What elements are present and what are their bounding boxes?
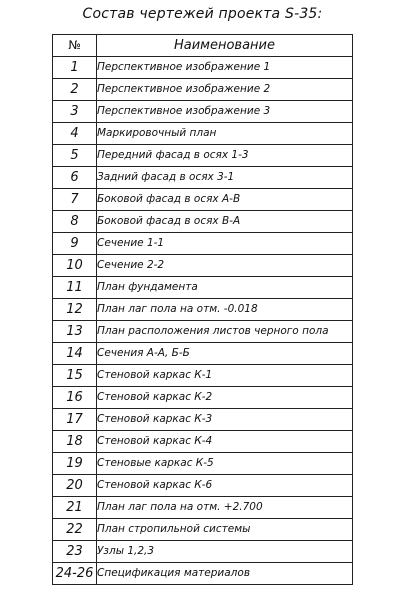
row-number: 21 (53, 497, 97, 519)
row-name: План лаг пола на отм. -0.018 (97, 299, 353, 321)
row-number: 23 (53, 541, 97, 563)
row-number: 24-26 (53, 563, 97, 585)
row-number: 16 (53, 387, 97, 409)
drawings-table (52, 34, 353, 585)
row-name: Стеновые каркас К-5 (97, 453, 353, 475)
table-row (53, 453, 353, 475)
row-name: Узлы 1,2,3 (97, 541, 353, 563)
row-name: Перспективное изображение 2 (97, 79, 353, 101)
table-row (53, 519, 353, 541)
row-number: 5 (53, 145, 97, 167)
row-number: 1 (53, 57, 97, 79)
row-name: Сечение 1-1 (97, 233, 353, 255)
row-name: Сечения А-А, Б-Б (97, 343, 353, 365)
table-row (53, 541, 353, 563)
table-header-row (53, 35, 353, 57)
row-name: Боковой фасад в осях А-В (97, 189, 353, 211)
table-row (53, 299, 353, 321)
row-name: План расположения листов черного пола (97, 321, 353, 343)
row-name: Сечение 2-2 (97, 255, 353, 277)
row-name: Боковой фасад в осях В-А (97, 211, 353, 233)
table-row (53, 321, 353, 343)
row-number: 22 (53, 519, 97, 541)
column-header-name: Наименование (97, 35, 353, 57)
table-body (53, 57, 353, 585)
table-row (53, 475, 353, 497)
table-row (53, 79, 353, 101)
table-row (53, 431, 353, 453)
row-name: Стеновой каркас К-2 (97, 387, 353, 409)
row-number: 2 (53, 79, 97, 101)
row-name: Перспективное изображение 1 (97, 57, 353, 79)
table-row (53, 343, 353, 365)
row-number: 6 (53, 167, 97, 189)
table-row (53, 255, 353, 277)
table-row (53, 409, 353, 431)
row-number: 18 (53, 431, 97, 453)
table-row (53, 123, 353, 145)
table-row (53, 277, 353, 299)
table-row (53, 101, 353, 123)
row-number: 19 (53, 453, 97, 475)
row-name: Передний фасад в осях 1-3 (97, 145, 353, 167)
row-name: План фундамента (97, 277, 353, 299)
row-number: 14 (53, 343, 97, 365)
row-number: 15 (53, 365, 97, 387)
row-number: 3 (53, 101, 97, 123)
row-name: Стеновой каркас К-1 (97, 365, 353, 387)
table-row (53, 233, 353, 255)
row-number: 20 (53, 475, 97, 497)
table-row (53, 145, 353, 167)
table-row (53, 211, 353, 233)
row-number: 11 (53, 277, 97, 299)
table-row (53, 365, 353, 387)
table-row (53, 167, 353, 189)
table-row (53, 189, 353, 211)
row-name: Стеновой каркас К-6 (97, 475, 353, 497)
document-title: Состав чертежей проекта S-35: (82, 6, 323, 22)
row-name: План лаг пола на отм. +2.700 (97, 497, 353, 519)
table-row (53, 563, 353, 585)
table-row (53, 387, 353, 409)
row-number: 4 (53, 123, 97, 145)
row-number: 12 (53, 299, 97, 321)
row-number: 13 (53, 321, 97, 343)
row-number: 17 (53, 409, 97, 431)
row-name: План стропильной системы (97, 519, 353, 541)
table-row (53, 57, 353, 79)
row-name: Стеновой каркас К-3 (97, 409, 353, 431)
row-name: Задний фасад в осях 3-1 (97, 167, 353, 189)
column-header-number: № (53, 35, 97, 57)
row-number: 9 (53, 233, 97, 255)
row-number: 8 (53, 211, 97, 233)
table-row (53, 497, 353, 519)
row-name: Стеновой каркас К-4 (97, 431, 353, 453)
row-name: Перспективное изображение 3 (97, 101, 353, 123)
row-name: Спецификация материалов (97, 563, 353, 585)
row-name: Маркировочный план (97, 123, 353, 145)
row-number: 7 (53, 189, 97, 211)
row-number: 10 (53, 255, 97, 277)
